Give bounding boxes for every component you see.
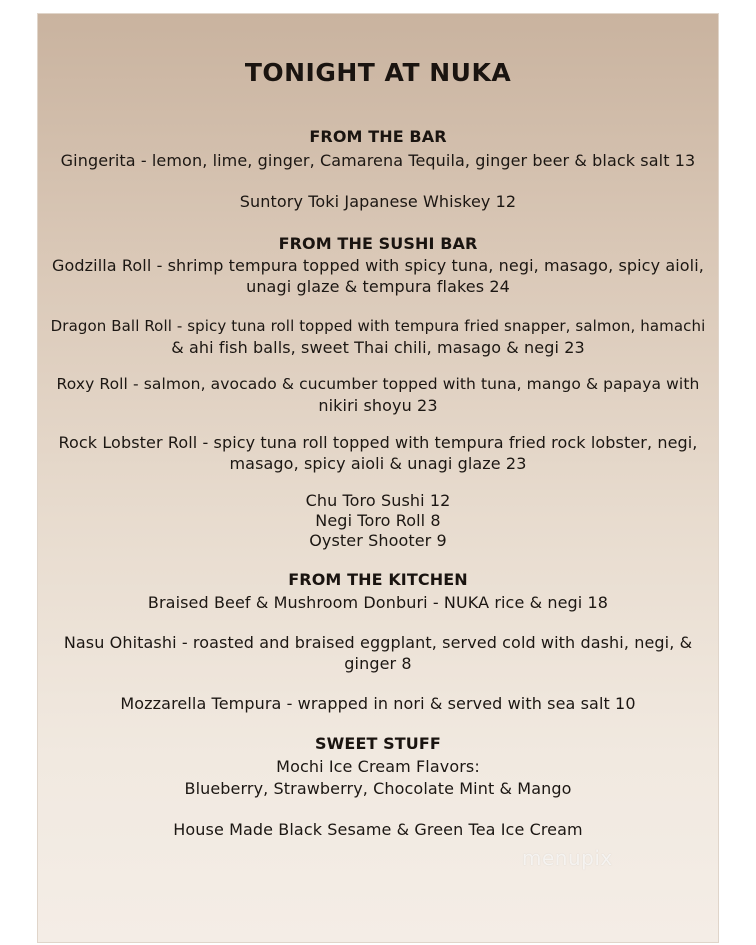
menu-item-rock-lobster-roll-cont: masago, spicy aioli & unagi glaze 23 (229, 454, 527, 473)
section-heading-kitchen: FROM THE KITCHEN (288, 570, 468, 589)
menu-item-godzilla-roll-cont: unagi glaze & tempura flakes 24 (246, 277, 510, 296)
menu-item-suntory-toki: Suntory Toki Japanese Whiskey 12 (239, 192, 517, 211)
section-heading-sushi: FROM THE SUSHI BAR (278, 234, 478, 253)
menu-item-mozzarella-tempura: Mozzarella Tempura - wrapped in nori & served with sea salt 10 (120, 694, 636, 713)
menu-item-dragon-ball-roll: Dragon Ball Roll - spicy tuna roll topped with tempura fried snapper, salmon, hamachi (50, 317, 706, 335)
menu-item-roxy-roll: Roxy Roll - salmon, avocado & cucumber topped with tuna, mango & papaya with (56, 375, 700, 393)
menu-title: TONIGHT AT NUKA (244, 58, 512, 87)
menu-item-roxy-roll-cont: nikiri shoyu 23 (318, 396, 438, 415)
menu-item-house-ice-cream: House Made Black Sesame & Green Tea Ice Cream (173, 820, 583, 839)
section-heading-bar: FROM THE BAR (309, 127, 447, 146)
menu-item-nasu-ohitashi-cont: ginger 8 (344, 654, 412, 673)
menu-item-oyster-shooter: Oyster Shooter 9 (309, 531, 447, 550)
menu-page (38, 14, 718, 942)
menu-item-mochi-flavor-list: Blueberry, Strawberry, Chocolate Mint & Mango (184, 779, 572, 798)
menu-item-dragon-ball-roll-cont: & ahi fish balls, sweet Thai chili, masago & negi 23 (171, 338, 585, 357)
menu-item-nasu-ohitashi: Nasu Ohitashi - roasted and braised eggplant, served cold with dashi, negi, & (63, 633, 693, 652)
menu-item-braised-beef-donburi: Braised Beef & Mushroom Donburi - NUKA rice & negi 18 (147, 593, 609, 612)
menu-item-gingerita: Gingerita - lemon, lime, ginger, Camarena Tequila, ginger beer & black salt 13 (60, 151, 696, 170)
watermark-logo: menupix (522, 846, 613, 870)
menu-item-mochi-flavors: Mochi Ice Cream Flavors: (276, 757, 480, 776)
menu-item-chu-toro-sushi: Chu Toro Sushi 12 (305, 491, 451, 510)
menu-item-negi-toro-roll: Negi Toro Roll 8 (315, 511, 441, 530)
menu-item-rock-lobster-roll: Rock Lobster Roll - spicy tuna roll topped with tempura fried rock lobster, negi, (58, 433, 698, 452)
section-heading-sweet: SWEET STUFF (315, 734, 441, 753)
menu-item-godzilla-roll: Godzilla Roll - shrimp tempura topped with spicy tuna, negi, masago, spicy aioli, (52, 256, 704, 275)
